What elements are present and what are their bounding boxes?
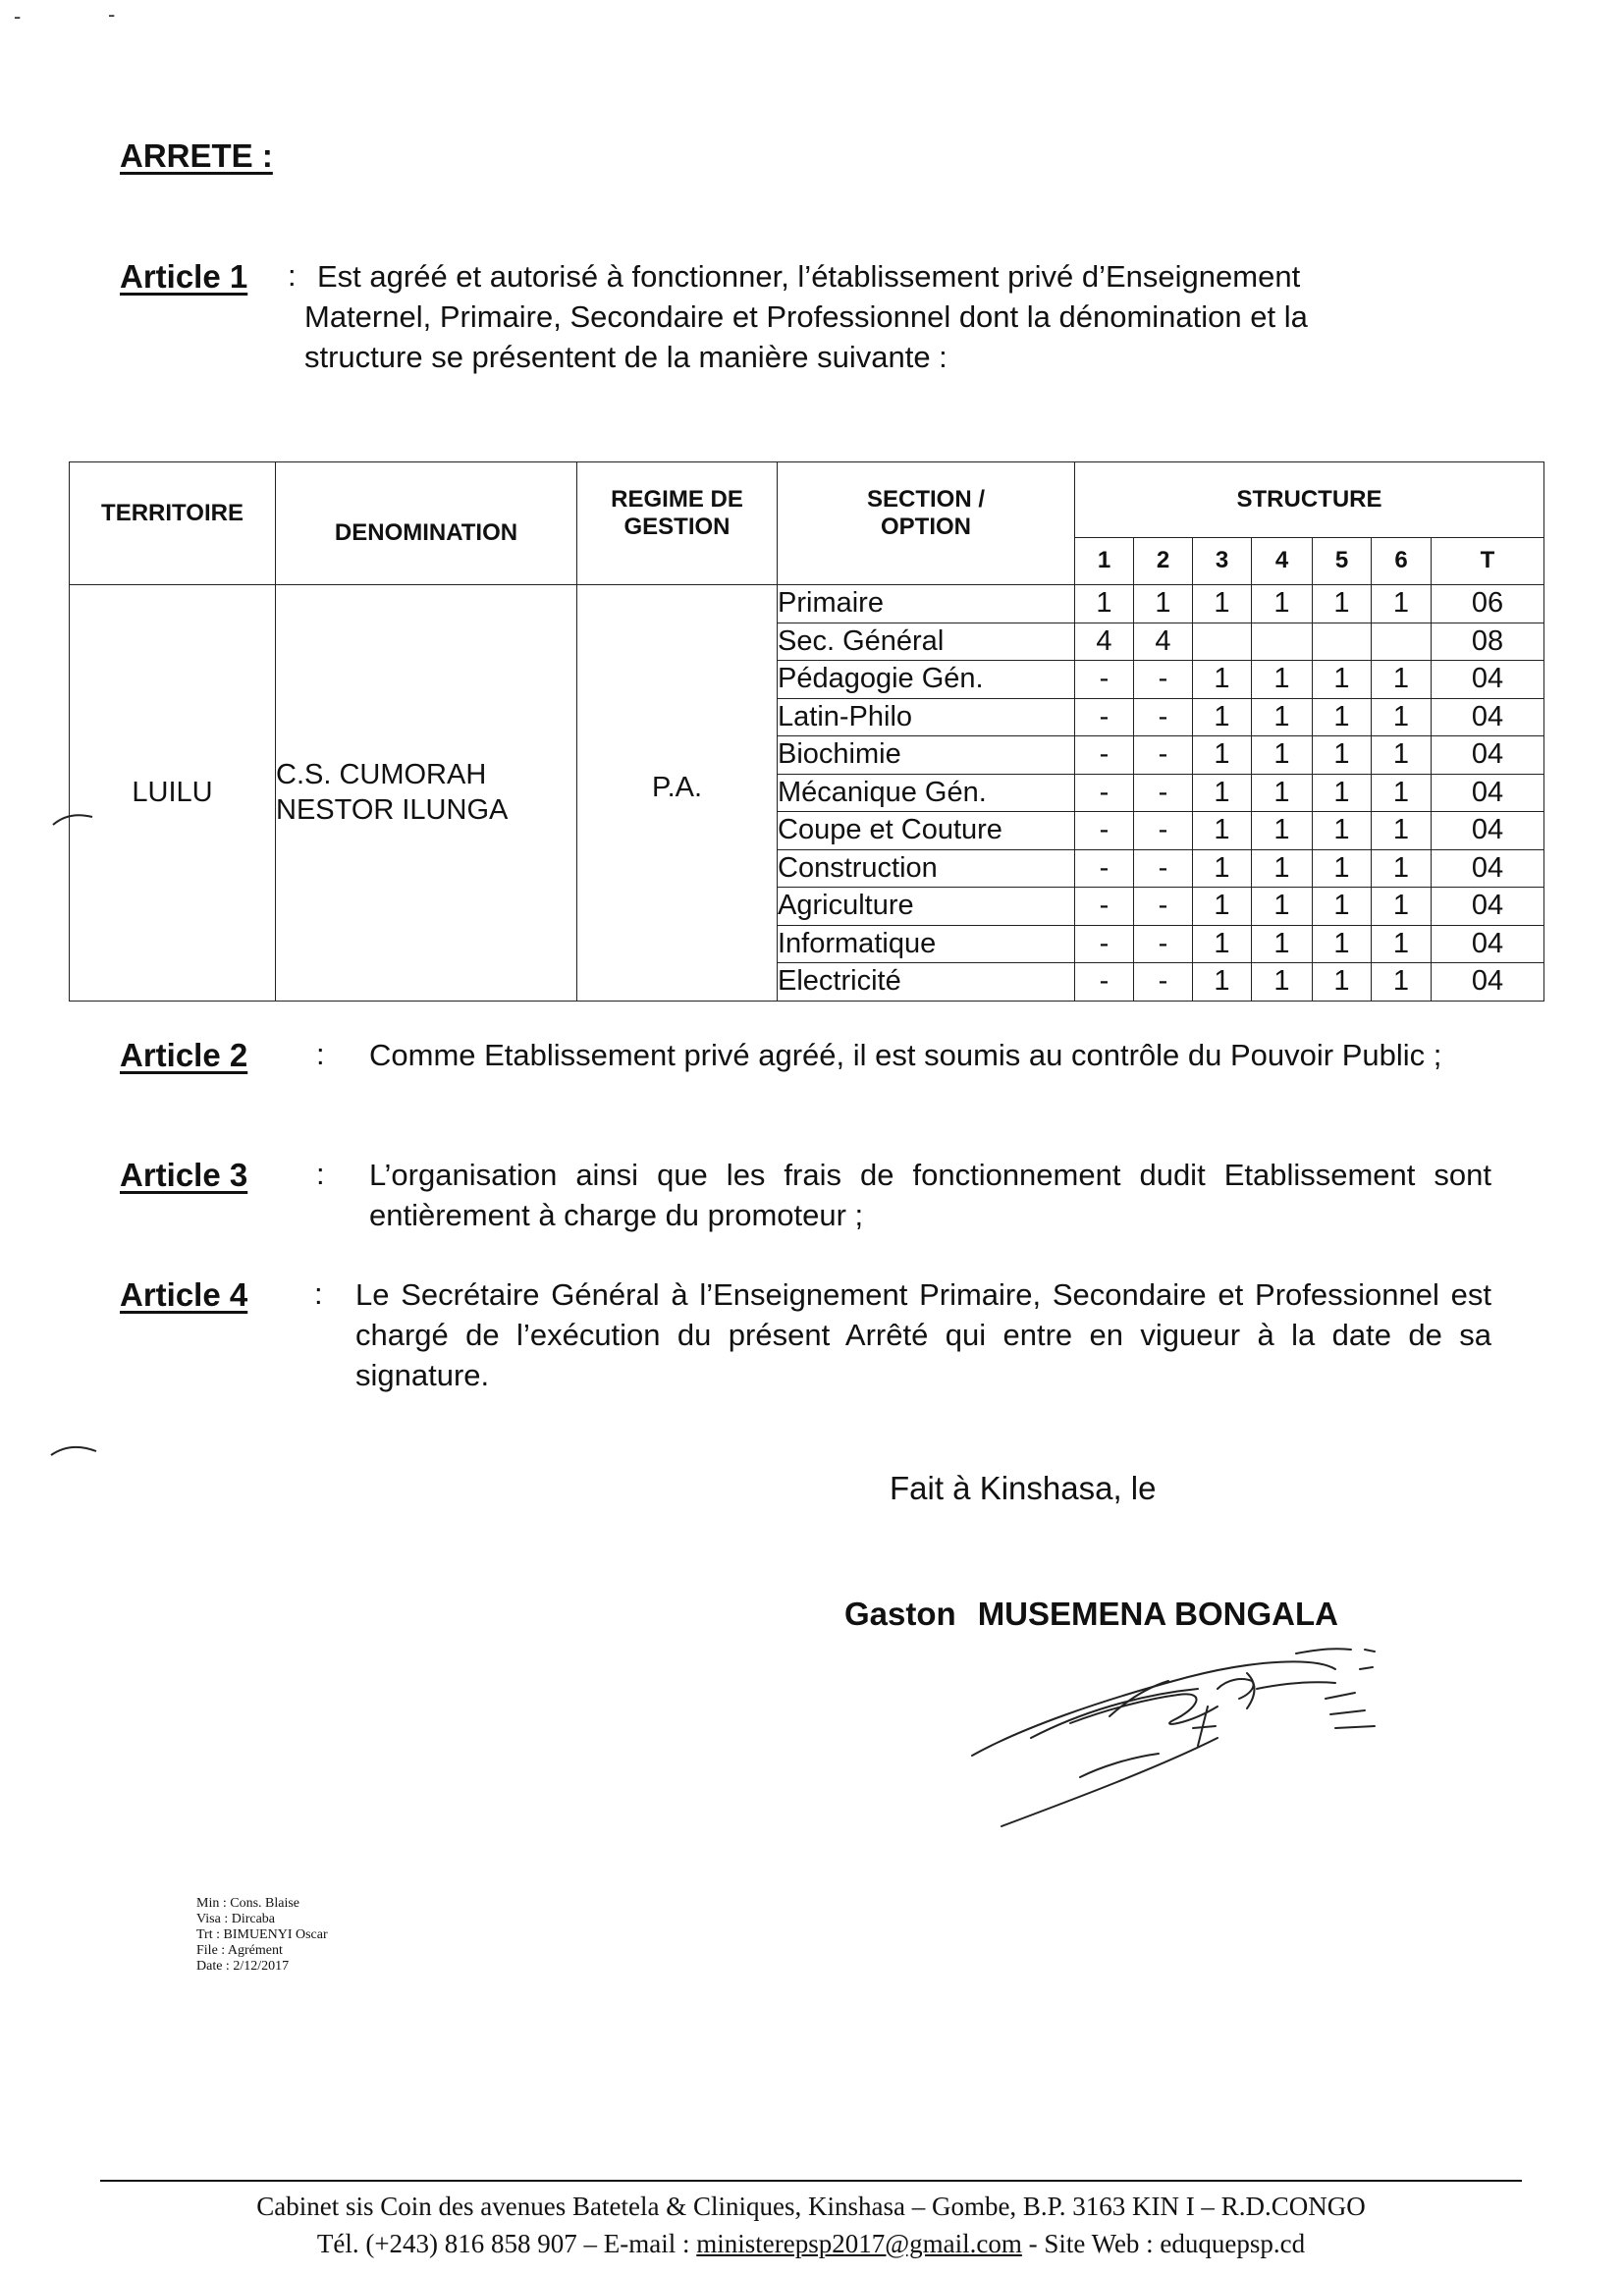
- structure-cell: -: [1075, 698, 1134, 736]
- structure-cell: 1: [1313, 661, 1372, 699]
- article-2-label: Article 2: [120, 1037, 248, 1073]
- structure-cell: 1: [1313, 963, 1372, 1002]
- structure-cell: 4: [1075, 623, 1134, 661]
- total-cell: 04: [1432, 661, 1544, 699]
- structure-cell: 1: [1372, 888, 1432, 926]
- article-2-text: Comme Etablissement privé agréé, il est soumis au contrôle du Pouvoir Public ;: [369, 1038, 1442, 1072]
- header-col-4: 4: [1252, 537, 1313, 584]
- article-4-label: Article 4: [120, 1276, 248, 1313]
- option-cell: Construction: [778, 849, 1075, 888]
- footer-email-link[interactable]: ministerepsp2017@gmail.com: [696, 2229, 1022, 2258]
- structure-cell: -: [1134, 812, 1193, 850]
- header-denomination: DENOMINATION: [276, 462, 577, 585]
- table-header-row: [70, 462, 1544, 538]
- structure-cell: -: [1075, 888, 1134, 926]
- structure-cell: 1: [1193, 849, 1252, 888]
- option-cell: Electricité: [778, 963, 1075, 1002]
- header-col-5: 5: [1313, 537, 1372, 584]
- structure-cell: 1: [1313, 925, 1372, 963]
- article-1-colon: :: [288, 258, 297, 293]
- structure-cell: 1: [1372, 698, 1432, 736]
- structure-cell: 1: [1193, 661, 1252, 699]
- footer-telephone: Tél. (+243) 816 858 907 – E-mail :: [316, 2229, 697, 2258]
- option-cell: Biochimie: [778, 736, 1075, 775]
- total-cell: 04: [1432, 888, 1544, 926]
- table-row: [70, 585, 1544, 623]
- structure-cell: 1: [1313, 585, 1372, 623]
- option-cell: Agriculture: [778, 888, 1075, 926]
- structure-cell: 1: [1193, 736, 1252, 775]
- total-cell: 04: [1432, 849, 1544, 888]
- structure-cell: -: [1134, 736, 1193, 775]
- structure-cell: 1: [1313, 774, 1372, 812]
- structure-cell: -: [1134, 661, 1193, 699]
- structure-cell: 4: [1134, 623, 1193, 661]
- header-col-total: T: [1432, 537, 1544, 584]
- structure-cell: 1: [1193, 812, 1252, 850]
- structure-cell: 1: [1313, 812, 1372, 850]
- structure-cell: 1: [1252, 698, 1313, 736]
- structure-cell: 1: [1193, 774, 1252, 812]
- structure-cell: 1: [1252, 736, 1313, 775]
- structure-cell: -: [1134, 849, 1193, 888]
- structure-cell: 1: [1372, 736, 1432, 775]
- article-1-text: Est agréé et autorisé à fonctionner, l’établissement privé d’Enseignement Maternel, Primaire, Secondaire et Professionnel dont la dénomination et la structure se présentent de la manière suivante :: [304, 259, 1308, 374]
- structure-cell: 1: [1075, 585, 1134, 623]
- denomination-cell: [276, 585, 577, 1002]
- structure-cell: -: [1134, 925, 1193, 963]
- article-2-colon: :: [316, 1037, 325, 1071]
- article-4-colon: :: [314, 1276, 323, 1311]
- structure-cell: -: [1075, 963, 1134, 1002]
- handwritten-signature: [962, 1630, 1414, 1846]
- structure-cell: 1: [1193, 698, 1252, 736]
- structure-cell: [1193, 623, 1252, 661]
- footer-address: Cabinet sis Coin des avenues Batetela & Cliniques, Kinshasa – Gombe, B.P. 3163 KIN I – R.D.CONGO: [256, 2192, 1366, 2221]
- total-cell: 04: [1432, 925, 1544, 963]
- structure-cell: 1: [1193, 925, 1252, 963]
- signatory-first-name: Gaston: [844, 1596, 956, 1632]
- structure-cell: -: [1134, 698, 1193, 736]
- structure-cell: 1: [1313, 736, 1372, 775]
- structure-table: [69, 461, 1544, 1002]
- header-col-3: 3: [1193, 537, 1252, 584]
- denomination-line2: NESTOR ILUNGA: [276, 794, 509, 827]
- header-regime: [577, 462, 778, 585]
- structure-cell: 1: [1372, 661, 1432, 699]
- regime-cell: P.A.: [577, 585, 778, 1002]
- structure-cell: 1: [1372, 925, 1432, 963]
- option-cell: Primaire: [778, 585, 1075, 623]
- structure-cell: 1: [1193, 963, 1252, 1002]
- article-1-label: Article 1: [120, 258, 248, 295]
- structure-cell: 1: [1252, 585, 1313, 623]
- structure-cell: -: [1134, 888, 1193, 926]
- structure-cell: -: [1075, 812, 1134, 850]
- header-territoire: TERRITOIRE: [70, 462, 276, 585]
- structure-cell: 1: [1252, 812, 1313, 850]
- header-structure: STRUCTURE: [1075, 462, 1544, 538]
- option-cell: Latin-Philo: [778, 698, 1075, 736]
- header-regime-line1: REGIME DE: [611, 486, 743, 513]
- structure-cell: -: [1075, 774, 1134, 812]
- structure-cell: -: [1075, 849, 1134, 888]
- header-col-2: 2: [1134, 537, 1193, 584]
- structure-cell: 1: [1313, 849, 1372, 888]
- structure-cell: -: [1075, 661, 1134, 699]
- structure-cell: 1: [1252, 963, 1313, 1002]
- scan-mark: -: [14, 4, 22, 28]
- header-section: [778, 462, 1075, 585]
- structure-cell: -: [1075, 736, 1134, 775]
- option-cell: Pédagogie Gén.: [778, 661, 1075, 699]
- article-3-colon: :: [316, 1157, 325, 1191]
- header-col-1: 1: [1075, 537, 1134, 584]
- article-3-text: L’organisation ainsi que les frais de fonctionnement dudit Etablissement sont entièrement à charge du promoteur ;: [369, 1158, 1491, 1232]
- denomination-line1: C.S. CUMORAH: [276, 759, 487, 791]
- option-cell: Informatique: [778, 925, 1075, 963]
- structure-cell: 1: [1134, 585, 1193, 623]
- structure-cell: 1: [1252, 888, 1313, 926]
- total-cell: 08: [1432, 623, 1544, 661]
- option-cell: Coupe et Couture: [778, 812, 1075, 850]
- total-cell: 04: [1432, 736, 1544, 775]
- structure-cell: 1: [1193, 585, 1252, 623]
- option-cell: Sec. Général: [778, 623, 1075, 661]
- reference-line: File : Agrément: [196, 1943, 283, 1958]
- total-cell: 04: [1432, 698, 1544, 736]
- footer: [100, 2188, 1522, 2262]
- structure-cell: 1: [1372, 774, 1432, 812]
- structure-cell: -: [1134, 774, 1193, 812]
- decree-heading: ARRETE :: [120, 137, 273, 174]
- structure-cell: 1: [1252, 925, 1313, 963]
- reference-line: Trt : BIMUENYI Oscar: [196, 1927, 328, 1942]
- structure-cell: 1: [1372, 963, 1432, 1002]
- header-section-line1: SECTION /: [866, 486, 985, 513]
- footer-website: - Site Web : eduquepsp.cd: [1021, 2229, 1306, 2258]
- structure-cell: 1: [1252, 849, 1313, 888]
- reference-line: Min : Cons. Blaise: [196, 1896, 300, 1911]
- total-cell: 04: [1432, 963, 1544, 1002]
- header-section-line2: OPTION: [880, 514, 971, 540]
- structure-cell: -: [1075, 925, 1134, 963]
- header-col-6: 6: [1372, 537, 1432, 584]
- structure-cell: 1: [1252, 774, 1313, 812]
- structure-cell: [1313, 623, 1372, 661]
- territoire-cell: LUILU: [70, 585, 276, 1002]
- reference-line: Date : 2/12/2017: [196, 1959, 290, 1974]
- structure-cell: 1: [1372, 585, 1432, 623]
- header-regime-line2: GESTION: [623, 514, 731, 540]
- structure-cell: [1372, 623, 1432, 661]
- reference-block: [196, 1896, 328, 1975]
- structure-cell: -: [1134, 963, 1193, 1002]
- article-4-text: Le Secrétaire Général à l’Enseignement Primaire, Secondaire et Professionnel est chargé de l’exécution du présent Arrêté qui entre en vigueur à la date de sa signature.: [355, 1277, 1491, 1392]
- structure-cell: 1: [1313, 888, 1372, 926]
- closing-place-date: Fait à Kinshasa, le: [890, 1470, 1157, 1506]
- structure-cell: 1: [1372, 849, 1432, 888]
- structure-cell: 1: [1252, 661, 1313, 699]
- footer-divider: [100, 2180, 1522, 2182]
- margin-mark: [45, 1434, 104, 1463]
- structure-cell: 1: [1313, 698, 1372, 736]
- option-cell: Mécanique Gén.: [778, 774, 1075, 812]
- structure-cell: 1: [1193, 888, 1252, 926]
- structure-cell: 1: [1372, 812, 1432, 850]
- reference-line: Visa : Dircaba: [196, 1912, 276, 1926]
- total-cell: 04: [1432, 812, 1544, 850]
- signatory-surname: MUSEMENA BONGALA: [977, 1596, 1338, 1632]
- footer-contact: [100, 2225, 1522, 2262]
- total-cell: 04: [1432, 774, 1544, 812]
- article-3-label: Article 3: [120, 1157, 248, 1193]
- total-cell: 06: [1432, 585, 1544, 623]
- signatory-name: [844, 1596, 1338, 1633]
- scan-mark: -: [108, 2, 116, 27]
- structure-cell: [1252, 623, 1313, 661]
